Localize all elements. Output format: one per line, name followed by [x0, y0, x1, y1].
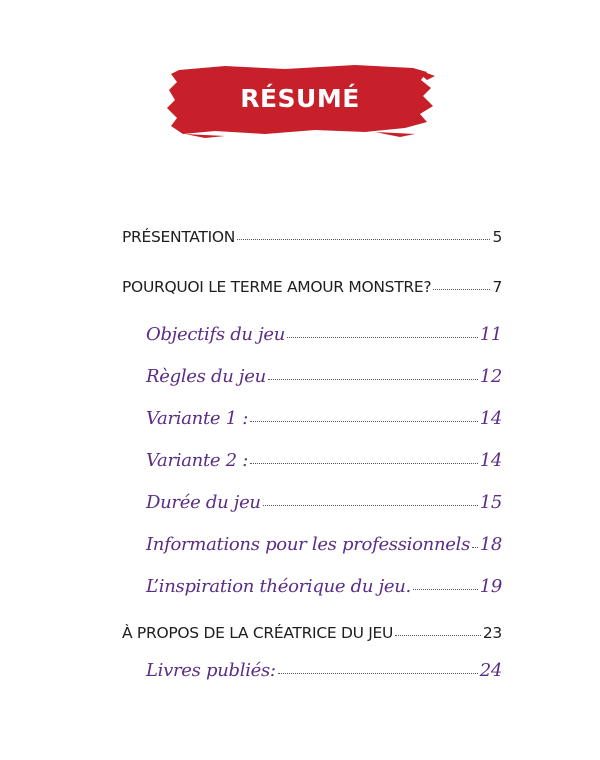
leader-dots [413, 588, 478, 590]
title-banner [165, 62, 435, 138]
toc-page-number: 18 [479, 534, 502, 555]
toc-entry-label: À PROPOS DE LA CRÉATRICE DU JEU [122, 624, 394, 642]
leader-dots [237, 238, 490, 240]
toc-entry-label: Objectifs du jeu [146, 324, 286, 345]
toc-entry-label: L’inspiration théorique du jeu. [146, 576, 411, 597]
leader-dots [395, 634, 481, 636]
toc-page-number: 14 [479, 408, 502, 429]
toc-entry-label: Informations pour les professionnels [146, 534, 471, 555]
toc-entry-inspiration[interactable] [146, 576, 502, 604]
toc-entry-label: Durée du jeu [146, 492, 261, 513]
toc-entry-label: Variante 2 : [146, 450, 249, 471]
leader-dots [263, 504, 478, 506]
toc-entry-label: Variante 1 : [146, 408, 249, 429]
toc-entry-a-propos[interactable] [122, 624, 502, 652]
leader-dots [278, 672, 478, 674]
toc-entry-pourquoi[interactable] [122, 278, 502, 306]
toc-entry-label: PRÉSENTATION [122, 228, 236, 246]
toc-page-number: 7 [492, 278, 502, 296]
leader-dots [268, 378, 478, 380]
toc-entry-objectifs[interactable] [146, 324, 502, 352]
toc-entry-variante-2[interactable] [146, 450, 502, 478]
toc-page-number: 24 [479, 660, 502, 681]
leader-dots [250, 420, 478, 422]
page-title: RÉSUMÉ [240, 84, 360, 113]
toc-entry-label: POURQUOI LE TERME AMOUR MONSTRE? [122, 278, 432, 296]
toc-entry-label: Livres publiés: [146, 660, 276, 681]
toc-entry-presentation[interactable] [122, 228, 502, 256]
toc-page-number: 15 [479, 492, 502, 513]
toc-entry-variante-1[interactable] [146, 408, 502, 436]
toc-entry-label: Règles du jeu [146, 366, 266, 387]
toc-entry-regles[interactable] [146, 366, 502, 394]
leader-dots [250, 462, 478, 464]
leader-dots [472, 546, 478, 548]
toc-entry-informations[interactable] [146, 534, 502, 562]
leader-dots [287, 336, 478, 338]
toc-page-number: 5 [492, 228, 502, 246]
toc-page-number: 19 [479, 576, 502, 597]
toc-page-number: 23 [482, 624, 502, 642]
toc-entry-livres[interactable] [146, 660, 502, 688]
toc-page-number: 12 [479, 366, 502, 387]
toc-page-number: 11 [479, 324, 502, 345]
toc-entry-duree[interactable] [146, 492, 502, 520]
leader-dots [433, 288, 490, 290]
toc-page-number: 14 [479, 450, 502, 471]
